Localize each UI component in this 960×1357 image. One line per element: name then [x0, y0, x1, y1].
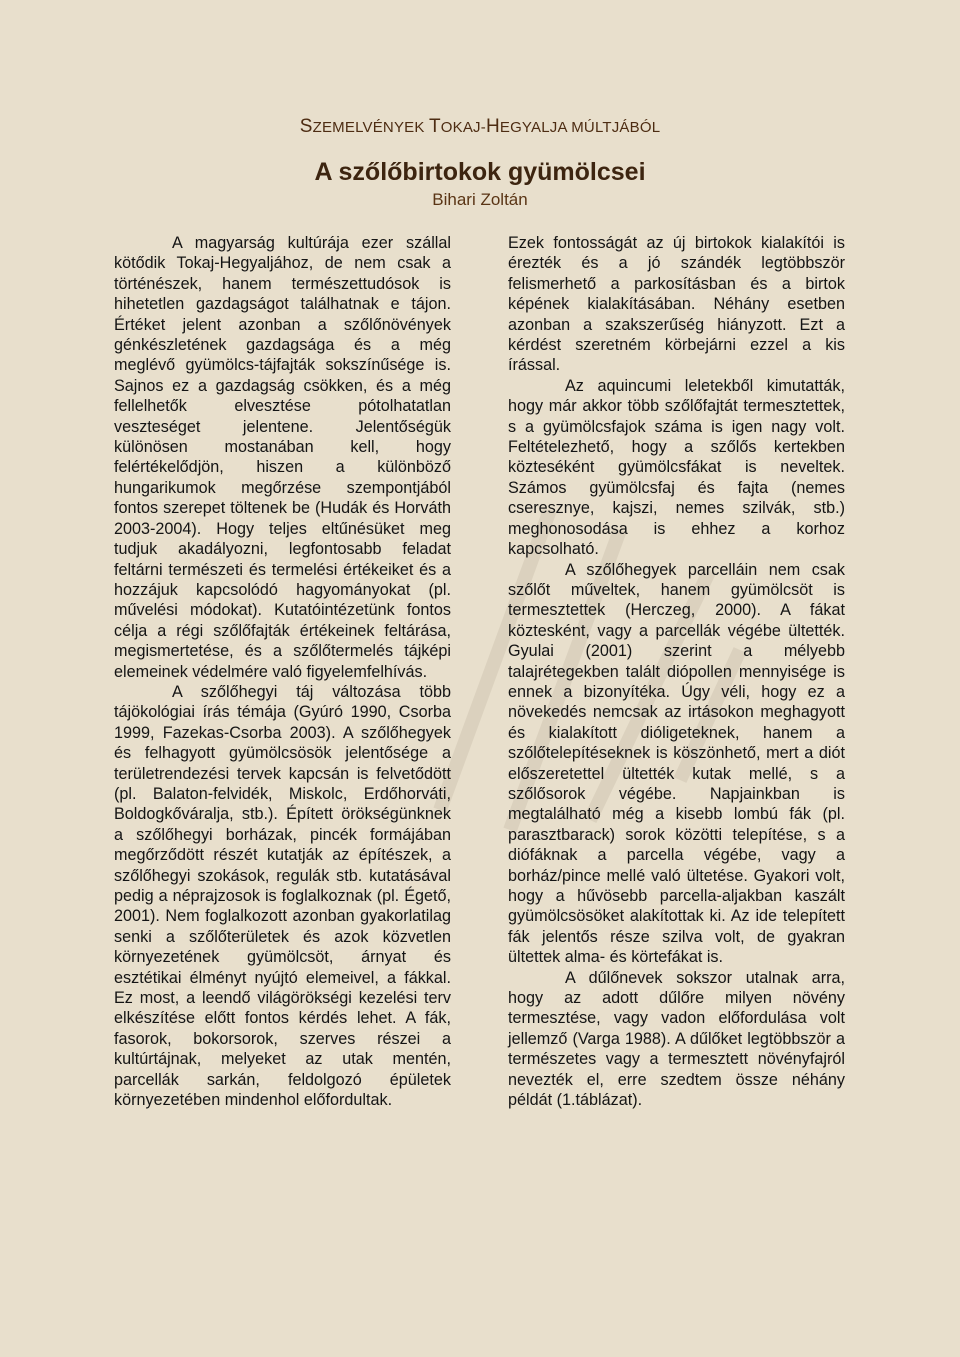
right-paragraph-1: Ezek fontosságát az új birtokok kialakítói is érezték és a jó szándék legtöbbször felismerhető a parkosításban és a birtok képének kialakításában. Néhány esetben azonban a szakszerűség hiányzott. Ezt a kérdést szeretném körbejárni ezzel a kis írással. [508, 234, 845, 375]
article-title: A szőlőbirtokok gyümölcsei [314, 158, 646, 186]
series-title: SZEMELVÉNYEK TOKAJ-HEGYALJA MÚLTJÁBÓL [299, 116, 661, 137]
left-paragraph-1: A magyarság kultúrája ezer szállal kötődik Tokaj-Hegyaljához, de nem csak a történészek, hanem természettudósok is hihetetlen gazdagságot találhatnak e tájon. Értéket jelent azonban a szőlőnövények génkészletének gazdagsága és a még meglévő gyümölcs-tájfajták sokszínűsége is. Sajnos ez a gazdagság csökken, és a még fellelhetők elvesztése pótolhatatlan veszteséget jelentene. Jelentőségük különösen mostanában kell, hogy felértékelődjön, hiszen a különböző hungarikumok megőrzése szempontjából fontos szerepet töltenek be (Hudák és Horváth 2003-2004). Hogy teljes eltűnésüket meg tudjuk akadályozni, legfontosabb feladat feltárni természeti és termelési értékeiket és a hozzájuk kapcsolódó hagyományokat (pl. művelési módokat). Kutatóintézetünk fontos célja a régi szőlőfajták értékeinek feltárása, megismertetése, és a szőlőtermelés tájképi elemeinek védelmére való figyelemfelhívás. [114, 234, 451, 681]
author-name: Bihari Zoltán [432, 190, 528, 209]
right-paragraph-2: Az aquincumi leletekből kimutatták, hogy már akkor több szőlőfajtát termesztettek, s a gyümölcsfajok száma is igen nagy volt. Feltételezhető, hogy a szőlős kertekben közteséként gyümölcsfákat is neveltek. Számos gyümölcsfaj és fajta (nemes cseresznye, kajszi, nemes szilvák, stb.) meghonosodása is ehhez a korhoz kapcsolható. [508, 376, 845, 559]
left-column [114, 233, 451, 1110]
right-column [508, 233, 845, 1110]
right-paragraph-4: A dűlőnevek sokszor utalnak arra, hogy az adott dűlőre milyen növény termesztése, vagy vadon előfordulása volt jellemző (Varga 1988). A dűlőket legtöbbször a természetes vagy a termesztett növényfajról nevezték el, erre szedtem össze néhány példát (1.táblázat). [508, 968, 845, 1110]
left-paragraph-2: A szőlőhegyi táj változása több tájökológiai írás témája (Gyúró 1990, Csorba 1999, Fazekas-Csorba 2003). A szőlőhegyek és felhagyott gyümölcsösök jelentősége a területrendezési tervek kapcsán is felvetődött (pl. Balaton-felvidék, Miskolc, Erdőhorváti, Boldogkőváralja, stb.). Épített örökségünknek a szőlőhegyi borházak, pincék formájában megőrződött részét kutatják az építészek, a szőlőhegyi szokások, regulák stb. kutatásával pedig a néprajzosok is foglalkoznak (pl. Égető, 2001). Nem foglalkozott azonban gyakorlatilag senki a szőlőterületek és azok közvetlen környezetének gyümölcsöt, árnyat és esztétikai élményt nyújtó elemeivel, a fákkal. Ez most, a leendő világörökségi kezelési terv elkészítése előtt fontos kérdés lehet. A fák, fasorok, bokorsorok, szerves részei a kultúrtájnak, melyeket az utak mentén, parcellák sarkán, feldolgozó épületek környezetében mindenhol előfordultak. [114, 682, 451, 1110]
right-paragraph-3: A szőlőhegyek parcelláin nem csak szőlőt műveltek, hanem gyümölcsöt is termesztettek (Herczeg, 2000). A fákat köztesként, vagy a parcellák végébe ültették. Gyulai (2001) szerint a mélyebb talajrétegekben talált diópollen mennyisége is ennek a bizonyítéka. Úgy véli, hogy ez a növekedés nemcsak az irtásokon meghagyott és kialakított dióligeteknek, hanem a szőlőtelepítéseknek is köszönhető, mert a diót előszeretettel ültették kutak mellé, s a szőlősorok végébe. Napjainkban is megtalálható még a kisebb lombú fák (pl. parasztbarack) sorok közötti telepítése, s a diófáknak a parcella végébe, vagy a borház/pince mellé való ültetése. Gyakori volt, hogy a hűvösebb parcella-aljakban kaszált gyümölcsösöket alakítottak ki. Az ide telepített fák jelentős része szilva volt, de gyakran ültettek alma- és körtefákat is. [508, 560, 845, 967]
